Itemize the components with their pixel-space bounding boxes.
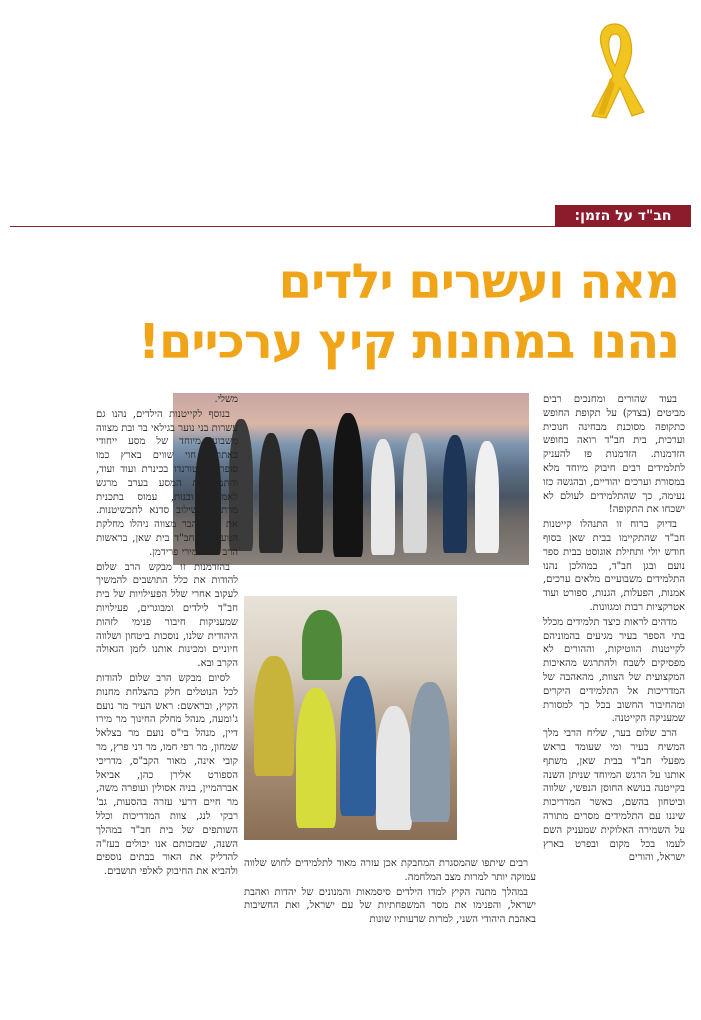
paragraph: בהזדמנות זו מבקש הרב שלום להודות את כלל התושבים להמשיך לעקוב אחרי שלל הפעילויות של בית חב"ד לילדים ומבוגרים, פעילויות שמעניקות חיבור פנימי לזהות היהודית שלנו, נוסכות ביטחון ושלווה חיוניים ומכינות אותנו לזמן הגאולה הקרב ובא. bbox=[96, 561, 238, 670]
article-column-left bbox=[96, 393, 238, 1013]
paragraph: במהלך מתנה הקיץ למדו הילדים סיסמאות והמנונים של יהדות ואהבת ישראל, והפנימו את מסר המשפחתיות של עם ישראל, ואת החשיבות באהבת היהודי השני, למרות שדעותיו שונות bbox=[244, 886, 536, 926]
child-figure bbox=[403, 433, 427, 553]
child-figure bbox=[254, 656, 294, 776]
section-divider bbox=[10, 226, 691, 227]
article-column-middle bbox=[244, 857, 536, 1013]
headline bbox=[19, 252, 679, 372]
paragraph: בעוד שהורים ומחנכים רבים מביטים (בצדק) על תקופת החופש כתקופה מסוכנת מבחינה חנוכית וערכית, בית חב"ד רואה בחופש הזדמנות. הזדמנות פז להעניק לתלמידים רבים חיבוק מיוחד מלא במסורת וערכים יהודיים, ובהגשה כזו נעימה, כך שהתלמידים לעולם לא ישכחו את התקופה! bbox=[543, 394, 685, 516]
child-figure bbox=[475, 441, 499, 553]
headline-line-2: נהנו במחנות קיץ ערכיים! bbox=[138, 314, 679, 370]
adult-figure bbox=[302, 610, 342, 680]
group-photo-indoor bbox=[244, 596, 457, 840]
article-column-right bbox=[543, 393, 685, 1013]
child-figure bbox=[443, 435, 467, 553]
paragraph: בנוסף לקייטנות הילדים, נהנו גם עשרות בני נוער בגילאי בר ובת מצווה משבוע מיוחד של מסע ייחודי באתרים חוי שווים בארץ כמו סופרלנד, טורנדו בכינרת ועוד ועוד, והתמו את המסע בערב מרגש לאמהות ובנות, עמוס בתכנית מרתקת בשילוב סדנא לתכשיטנות. את מסע הבר מצווה ניהלו מחלקת הנוער של חב"ד בית שאן, בראשות הרב בנצי ומירי פרידמן. bbox=[96, 408, 238, 558]
paragraph: מדהים לראות כיצד תלמידים מכלל בתי הספר בעיר מגיעים בהמוניהם לקייטנות הווטיקות, וההורים לא מפסיקים לשבח ולהתרגש מהאיכות המקצועית של הצוות, מהאהבה של המדריכות אל התלמידים היקרים ומהחיבור החשוב בכל כך למסורת שמעניקה הקייטנה. bbox=[543, 616, 685, 725]
child-figure bbox=[340, 676, 376, 816]
yellow-ribbon-icon bbox=[580, 18, 650, 123]
paragraph: הרב שלום בער, שליח הרבי מלך המשיח בעיר ומי שעומד בראש מפעלי חב"ד בבית שאן, משתף אותנו על הרגש המיוחד שניתן השנה בקייטנה בנושא החוסן הנפשי, שלווה וביטחון בהשם, כאשר המדריכות שיננו עם התלמידים מסרים מתורה על השמירה האלוקית שמעניק השם לעמו בכל מקום ובפרט בארץ ישראל, והורים bbox=[543, 728, 685, 864]
child-figure bbox=[259, 433, 283, 553]
paragraph: בדיוק ברוח זו התנהלו קייטנות חב"ד שהתקיימו בבית שאן בסוף חודש יולי ותחילת אוגוסט בבית ספר נועם ובגן חב"ד, במהלכן נהנו התלמידים משבועיים מלאים ערכים, אמנות, הפעלות, הגנות, ספורט ועוד אטרקציות רבות ומגוונות. bbox=[543, 519, 685, 613]
child-figure bbox=[376, 706, 412, 830]
paragraph: רבים שיתפו שהמסגרת המחבקת אכן עזרה מאוד לתלמידים לחוש שלווה עמוקה יותר למרות מצב המלחמה. bbox=[244, 858, 536, 883]
child-figure bbox=[297, 429, 323, 553]
child-figure bbox=[410, 682, 450, 822]
paragraph: משלי. bbox=[214, 394, 238, 405]
headline-line-1: מאה ועשרים ילדים bbox=[278, 254, 679, 310]
section-tag: חב"ד על הזמן: bbox=[555, 205, 691, 227]
child-figure bbox=[371, 439, 395, 555]
adult-figure bbox=[333, 413, 363, 557]
paragraph: לסיום מבקש הרב שלום להודות לכל הנוטלים חלק בהצלחת מחנות הקיץ, ובראשם: ראש העיר מר נועם ג'ומעה, מנהל מחלק החינוך מר מירו דיין, מנהל בי"ס נועם מר בצלאל שמחון, מר רפי חמו, מר דני פרץ, מר קובי אינה, מאור הקב"ס, מדריכי הספורט אלירן כהן, אביאל אברהמיין, בניה אסולין ועופרה משה, מר חיים דרעי עזרה בהסעות, גב' רבקי לנג, צוות המדריכות וכלל השותפים של בית חב"ד במהלך השנה, שבזכותם אנו יכולים בעז"ה להדליק את האור בבתים נוספים ולהביא את החיבוק לאלפי תושבים. bbox=[96, 672, 238, 878]
child-figure bbox=[296, 688, 336, 828]
